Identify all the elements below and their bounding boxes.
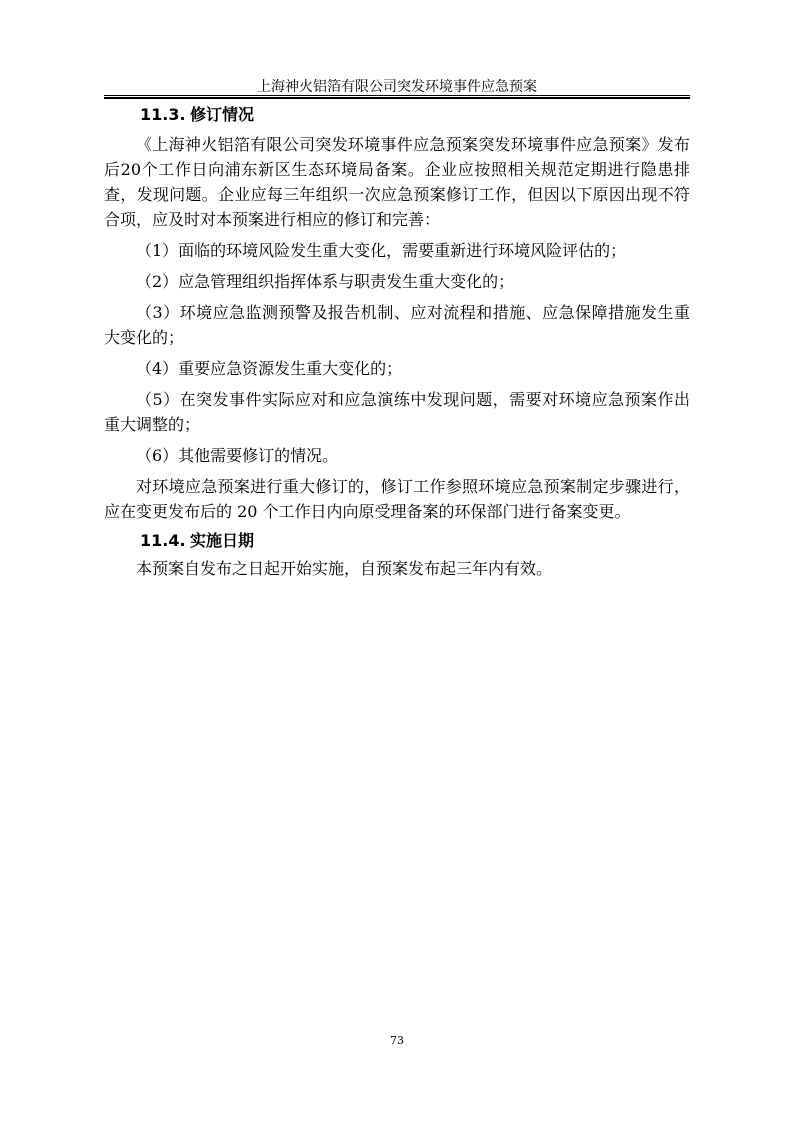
section-heading-revision — [104, 102, 690, 127]
section-heading-implementation — [104, 528, 690, 553]
section-title: 实施日期 — [190, 531, 255, 550]
implementation-paragraph: 本预案自发布之日起开始实施，自预案发布起三年内有效。 — [136, 559, 553, 578]
document-header-title: 上海神火铝箔有限公司突发环境事件应急预案 — [257, 79, 537, 95]
revision-list-item: （5）在突发事件实际应对和应急演练中发现问题，需要对环境应急预案作出重大调整的； — [104, 390, 690, 434]
revision-summary-paragraph: 对环境应急预案进行重大修订的，修订工作参照环境应急预案制定步骤进行，应在变更发布后的 20 个工作日内向原受理备案的环保部门进行备案变更。 — [104, 477, 690, 521]
section-number: 11.4. — [140, 531, 186, 550]
revision-intro-paragraph: 《上海神火铝箔有限公司突发环境事件应急预案突发环境事件应急预案》发布后20个工作日向浦东新区生态环境局备案。企业应按照相关规范定期进行隐患排查，发现问题。企业应每三年组织一次应急预案修订工作，但因以下原因出现不符合项，应及时对本预案进行相应的修订和完善： — [104, 135, 690, 229]
revision-list-item: （1）面临的环境风险发生重大变化，需要重新进行环境风险评估的； — [136, 241, 627, 260]
header-rule-thick — [104, 97, 690, 99]
revision-list-item: （3）环境应急监测预警及报告机制、应对流程和措施、应急保障措施发生重大变化的； — [104, 303, 690, 347]
revision-list-item: （4）重要应急资源发生重大变化的； — [136, 359, 403, 378]
section-title: 修订情况 — [190, 105, 255, 124]
revision-list-item: （2）应急管理组织指挥体系与职责发生重大变化的； — [136, 272, 515, 291]
page-number: 73 — [390, 1034, 404, 1047]
page-content — [104, 102, 690, 581]
revision-list-item: （6）其他需要修订的情况。 — [136, 446, 339, 465]
section-number: 11.3. — [140, 105, 186, 124]
header-rule-thin — [104, 95, 690, 96]
